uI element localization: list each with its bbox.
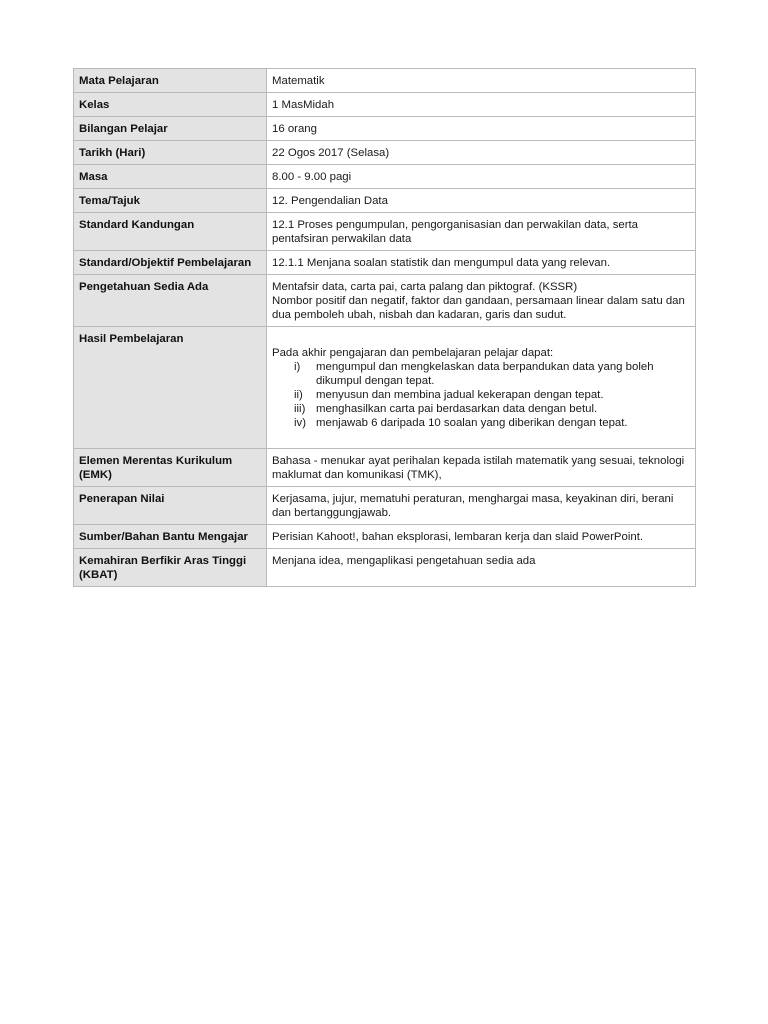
row-value: Bahasa - menukar ayat perihalan kepada istilah matematik yang sesuai, teknologi maklumat dan komunikasi (TMK), (267, 449, 696, 487)
row-value: Kerjasama, jujur, mematuhi peraturan, menghargai masa, keyakinan diri, berani dan bertanggungjawab. (267, 487, 696, 525)
row-value: 16 orang (267, 117, 696, 141)
learning-outcomes (267, 327, 696, 449)
learning-outcomes-list (272, 360, 690, 430)
prior-knowledge-line-1: Mentafsir data, carta pai, carta palang dan piktograf. (KSSR) (272, 281, 578, 293)
list-item-number: iv) (294, 417, 307, 429)
row-value: 8.00 - 9.00 pagi (267, 165, 696, 189)
row-label: Kelas (74, 93, 267, 117)
list-item-number: iii) (294, 403, 306, 415)
learning-outcomes-intro: Pada akhir pengajaran dan pembelajaran pelajar dapat: (272, 347, 554, 359)
row-value: Perisian Kahoot!, bahan eksplorasi, lembaran kerja dan slaid PowerPoint. (267, 525, 696, 549)
table-row (74, 251, 696, 275)
table-row (74, 69, 696, 93)
prior-knowledge-line-2: Nombor positif dan negatif, faktor dan gandaan, persamaan linear dalam satu dan dua pemboleh ubah, nisbah dan kadaran, garis dan sudut. (272, 295, 685, 321)
table-row (74, 487, 696, 525)
list-item-text: menjawab 6 daripada 10 soalan yang diberikan dengan tepat. (316, 417, 628, 429)
lesson-plan-table (73, 68, 696, 587)
table-row (74, 449, 696, 487)
row-label: Standard Kandungan (74, 213, 267, 251)
row-label: Tarikh (Hari) (74, 141, 267, 165)
row-label: Kemahiran Berfikir Aras Tinggi (KBAT) (74, 549, 267, 587)
row-value: Matematik (267, 69, 696, 93)
table-row (74, 525, 696, 549)
list-item-number: ii) (294, 389, 303, 401)
list-item-text: menyusun dan membina jadual kekerapan dengan tepat. (316, 389, 604, 401)
row-value: 12. Pengendalian Data (267, 189, 696, 213)
table-row (74, 189, 696, 213)
row-label: Masa (74, 165, 267, 189)
table-row (74, 141, 696, 165)
list-item (272, 402, 690, 416)
row-label: Bilangan Pelajar (74, 117, 267, 141)
row-value (267, 275, 696, 327)
table-row (74, 117, 696, 141)
row-value: 1 MasMidah (267, 93, 696, 117)
list-item-text: menghasilkan carta pai berdasarkan data dengan betul. (316, 403, 598, 415)
row-label: Mata Pelajaran (74, 69, 267, 93)
row-value: Menjana idea, mengaplikasi pengetahuan sedia ada (267, 549, 696, 587)
row-label: Penerapan Nilai (74, 487, 267, 525)
list-item-number: i) (294, 361, 301, 373)
list-item (272, 388, 690, 402)
row-label: Elemen Merentas Kurikulum (EMK) (74, 449, 267, 487)
row-value: 22 Ogos 2017 (Selasa) (267, 141, 696, 165)
row-value: 12.1.1 Menjana soalan statistik dan mengumpul data yang relevan. (267, 251, 696, 275)
list-item-text: mengumpul dan mengkelaskan data berpandukan data yang boleh dikumpul dengan tepat. (316, 361, 654, 387)
table-row (74, 549, 696, 587)
table-row (74, 93, 696, 117)
row-value: 12.1 Proses pengumpulan, pengorganisasian dan perwakilan data, serta pentafsiran perwakilan data (267, 213, 696, 251)
table-row (74, 275, 696, 327)
row-label: Sumber/Bahan Bantu Mengajar (74, 525, 267, 549)
row-label: Standard/Objektif Pembelajaran (74, 251, 267, 275)
table-row (74, 165, 696, 189)
row-label: Tema/Tajuk (74, 189, 267, 213)
list-item (272, 360, 690, 388)
table-row (74, 213, 696, 251)
row-label: Pengetahuan Sedia Ada (74, 275, 267, 327)
table-row (74, 327, 696, 449)
row-label: Hasil Pembelajaran (74, 327, 267, 449)
list-item (272, 416, 690, 430)
